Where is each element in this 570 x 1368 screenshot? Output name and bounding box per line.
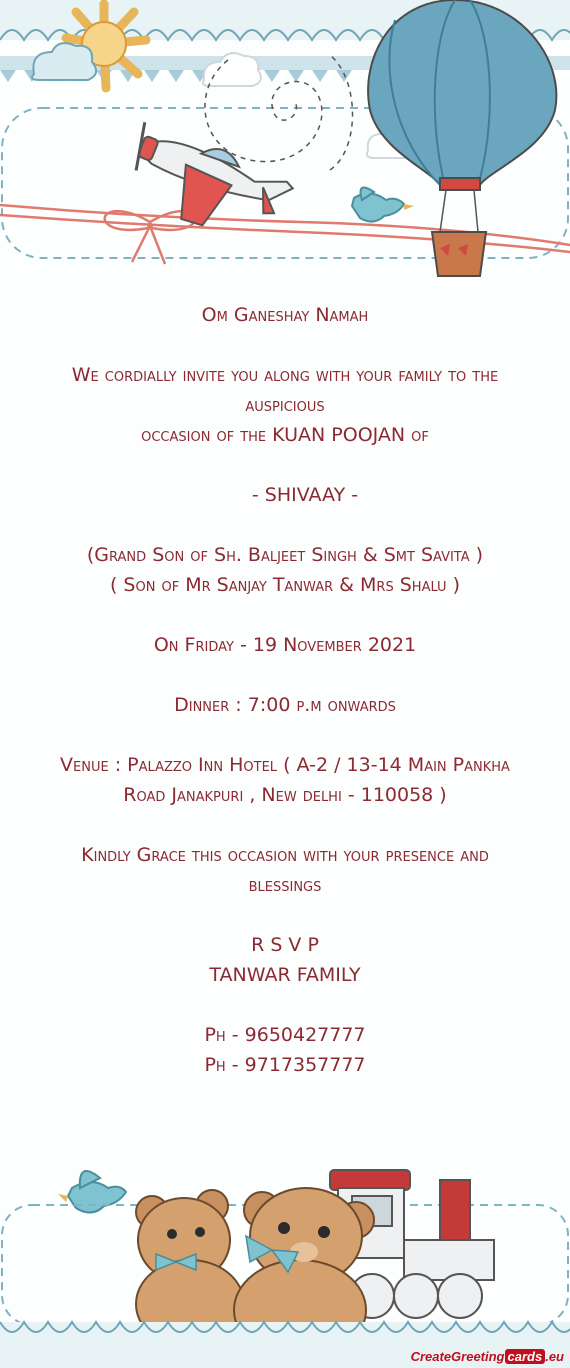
- salutation: Om Ganeshay Namah: [201, 304, 369, 326]
- site-watermark[interactable]: [411, 1349, 564, 1364]
- invite-line-2: auspicious: [245, 394, 325, 416]
- closing-line-2: blessings: [248, 874, 322, 896]
- hot-air-balloon-icon: [368, 0, 556, 276]
- venue-line-2: Road Janakpuri , New delhi - 110058 ): [123, 784, 447, 806]
- closing-line-1: Kindly Grace this occasion with your presence and: [81, 844, 489, 866]
- watermark-part-c: .eu: [545, 1349, 564, 1364]
- watermark-part-b: cards: [505, 1349, 546, 1364]
- child-name: - SHIVAAY -: [251, 484, 359, 506]
- relation-line-1: (Grand Son of Sh. Baljeet Singh & Smt Savita ): [86, 544, 484, 566]
- phone-2: Ph - 9717357777: [204, 1054, 366, 1076]
- bird-icon: [58, 1171, 126, 1213]
- dinner-time: Dinner : 7:00 p.m onwards: [174, 694, 396, 716]
- invite-line-1: We cordially invite you along with your family to the: [71, 364, 499, 386]
- airplane-icon: [116, 119, 296, 253]
- family-name: TANWAR FAMILY: [209, 964, 361, 986]
- watermark-part-a: CreateGreeting: [410, 1349, 505, 1364]
- bird-icon: [352, 188, 414, 222]
- relation-line-2: ( Son of Mr Sanjay Tanwar & Mrs Shalu ): [109, 574, 461, 596]
- event-date: On Friday - 19 November 2021: [153, 634, 417, 656]
- venue-line-1: Venue : Palazzo Inn Hotel ( A-2 / 13-14 Main Pankha: [60, 754, 510, 776]
- phone-1: Ph - 9650427777: [204, 1024, 366, 1046]
- invite-line-3: occasion of the KUAN POOJAN of: [141, 424, 429, 446]
- rsvp-label: R S V P: [251, 934, 319, 956]
- invitation-text: [0, 300, 570, 1080]
